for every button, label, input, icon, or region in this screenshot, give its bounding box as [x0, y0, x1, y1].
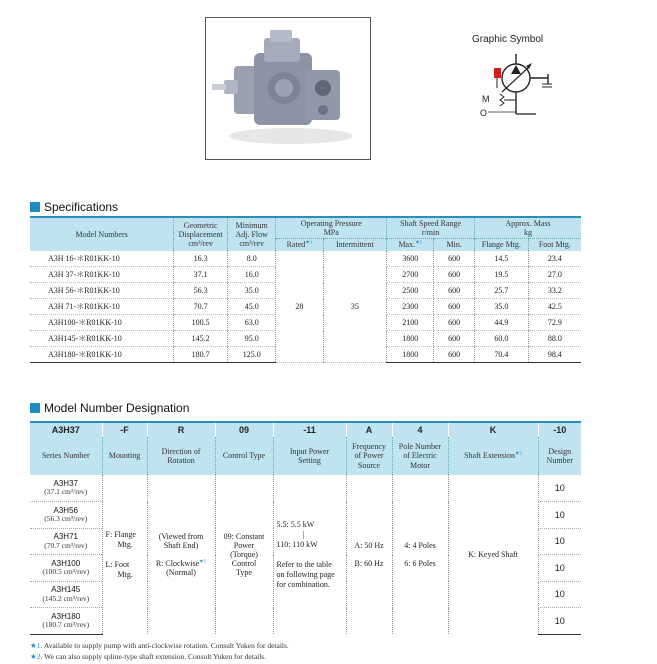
footnote-2: ★2. We can also supply spline-type shaft extension. Consult Yuken for details.: [30, 651, 267, 661]
rated-pressure: 28: [276, 251, 323, 363]
series-item: A3H100 (100.5 cm³/rev): [30, 555, 102, 582]
model-number-title: Model Number Designation: [44, 401, 190, 415]
mounting-options: F: Flange Mtg. L: Foot Mtg.: [102, 475, 147, 634]
code-input-power: -11: [273, 422, 346, 437]
design-number-value: 10: [538, 608, 581, 635]
specifications-heading: [30, 200, 118, 214]
pole-options: 4: 4 Poles 6: 6 Poles: [392, 475, 448, 634]
col-rated: Rated$^{★1}$: [276, 239, 323, 251]
code-design: -10: [538, 422, 581, 437]
design-number-value: 10: [538, 528, 581, 555]
model-number-table: [30, 421, 581, 635]
label-control-type: Control Type: [215, 437, 273, 475]
code-control: 09: [215, 422, 273, 437]
col-shaft-speed: Shaft Speed Range r/min: [387, 217, 475, 239]
label-frequency: Frequency of Power Source: [346, 437, 392, 475]
table-row: A3H 71-＊R01KK-10 70.7 45.0 2300 600 35.0 42.5: [30, 299, 581, 315]
series-item: A3H37 (37.1 cm³/rev): [30, 475, 102, 502]
col-max: Max.$^{★1}$: [387, 239, 434, 251]
design-number-value: 10: [538, 475, 581, 502]
label-pole-number: Pole Number of Electric Motor: [392, 437, 448, 475]
o-label: O: [480, 108, 488, 118]
col-foot-mtg: Foot Mtg.: [528, 239, 581, 251]
specifications-title: Specifications: [44, 200, 119, 214]
table-row: A3H180-＊R01KK-10 180.7 125.0 1800 600 70.4 98.4: [30, 347, 581, 363]
footnote-1: ★1. Available to supply pump with anti-clockwise rotation. Consult Yuken for details.: [30, 641, 289, 650]
design-number-value: 10: [538, 502, 581, 529]
code-rotation: R: [147, 422, 215, 437]
code-shaft: K: [448, 422, 538, 437]
shaft-options: K: Keyed Shaft: [448, 475, 538, 634]
m-label: M: [482, 94, 490, 104]
col-model-numbers: Model Numbers: [30, 217, 174, 251]
col-min: Min.: [434, 239, 475, 251]
series-item: A3H145 (145.2 cm³/rev): [30, 581, 102, 608]
series-item: A3H180 (180.7 cm³/rev): [30, 608, 102, 635]
code-mounting: -F: [102, 422, 147, 437]
table-row: A3H 16-＊R01KK-10 16.3 8.0 28 35 3600 600 14.5 23.4: [30, 251, 581, 267]
section-square-icon: [30, 403, 40, 413]
pump-photo: [205, 17, 371, 160]
design-number-value: 10: [538, 581, 581, 608]
hydraulic-pump-symbol: [476, 54, 556, 120]
model-number-heading: [30, 401, 189, 415]
col-min-adj-flow: Minimum Adj. Flow cm³/rev: [228, 217, 276, 251]
col-flange-mtg: Flange Mtg.: [474, 239, 528, 251]
footnotes: [30, 641, 289, 662]
table-row: [30, 475, 581, 502]
label-shaft-extension: Shaft Extension$^{★2}$: [448, 437, 538, 475]
col-operating-pressure: Operating Pressure MPa: [276, 217, 387, 239]
table-row: A3H 37-＊R01KK-10 37.1 16.0 2700 600 19.5 27.0: [30, 267, 581, 283]
table-row: A3H 56-＊R01KK-10 56.3 35.0 2500 600 25.7 33.2: [30, 283, 581, 299]
col-intermittent: Intermittent: [323, 239, 387, 251]
col-displacement: Geometric Displacement cm³/rev: [174, 217, 228, 251]
frequency-options: A: 50 Hz B: 60 Hz: [346, 475, 392, 634]
label-direction: Direction of Rotation: [147, 437, 215, 475]
graphic-symbol-title: Graphic Symbol: [472, 34, 544, 45]
intermittent-pressure: 35: [323, 251, 387, 363]
label-design-number: Design Number: [538, 437, 581, 475]
label-series-number: Series Number: [30, 437, 102, 475]
table-row: A3H100-＊R01KK-10 100.5 63.0 2100 600 44.9 72.9: [30, 315, 581, 331]
label-mounting: Mounting: [102, 437, 147, 475]
code-pole: 4: [392, 422, 448, 437]
control-options: 09: Constant Power (Torque) Control Type: [215, 475, 273, 634]
direction-options: (Viewed from Shaft End) R: Clockwise$^{★1}$ (Normal): [147, 475, 215, 634]
code-frequency: A: [346, 422, 392, 437]
section-square-icon: [30, 202, 40, 212]
table-row: A3H145-＊R01KK-10 145.2 95.0 1800 600 60.0 88.0: [30, 331, 581, 347]
pump-illustration: [206, 18, 370, 159]
specifications-table: [30, 216, 581, 363]
col-approx-mass: Approx. Mass kg: [474, 217, 581, 239]
code-series: A3H37: [30, 422, 102, 437]
series-item: A3H56 (56.3 cm³/rev): [30, 502, 102, 529]
label-input-power: Input Power Setting: [273, 437, 346, 475]
input-power-options: 5.5: 5.5 kW | 110: 110 kW Refer to the table on following page for combination.: [273, 475, 346, 634]
design-number-value: 10: [538, 555, 581, 582]
series-item: A3H71 (70.7 cm³/rev): [30, 528, 102, 555]
